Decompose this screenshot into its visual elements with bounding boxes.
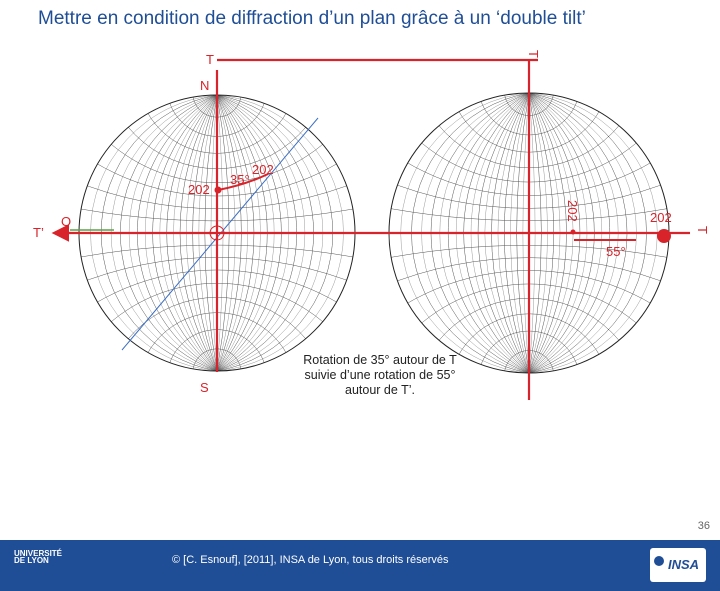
insa-logo-mark: [654, 556, 664, 566]
label-T-prime-top: T’: [526, 50, 541, 61]
universite-de-lyon-logo: UNIVERSITÉ DE LYON: [14, 549, 63, 565]
page-number: 36: [697, 520, 710, 532]
copyright-text: © [C. Esnouf], [2011], INSA de Lyon, tous droits réservés: [172, 554, 449, 566]
label-O: O: [61, 214, 72, 229]
label-T-top: T: [206, 52, 214, 67]
label-N: N: [200, 78, 210, 93]
pole-202-left: [215, 187, 222, 194]
label-202-right: 202: [650, 210, 672, 225]
pole-202-vertical: [571, 230, 576, 235]
label-T-right: T: [695, 226, 710, 234]
footer-bar: [0, 540, 720, 591]
label-55-degrees: 55°: [606, 244, 626, 259]
insa-logo: INSA: [650, 548, 706, 582]
label-T-prime-left: T’: [33, 225, 44, 240]
caption-text: Rotation de 35° autour de T suivie d’une rotation de 55° autour de T’.: [303, 353, 457, 397]
label-202-left-b: 202: [252, 162, 274, 177]
slide-title: Mettre en condition de diffraction d’un plan grâce à un ‘double tilt’: [38, 8, 586, 29]
label-202-left-a: 202: [188, 182, 210, 197]
label-35-degrees: 35°: [230, 172, 250, 187]
pole-202-right: [657, 229, 671, 243]
label-S: S: [200, 380, 209, 395]
label-202-vertical: 202: [565, 200, 580, 222]
